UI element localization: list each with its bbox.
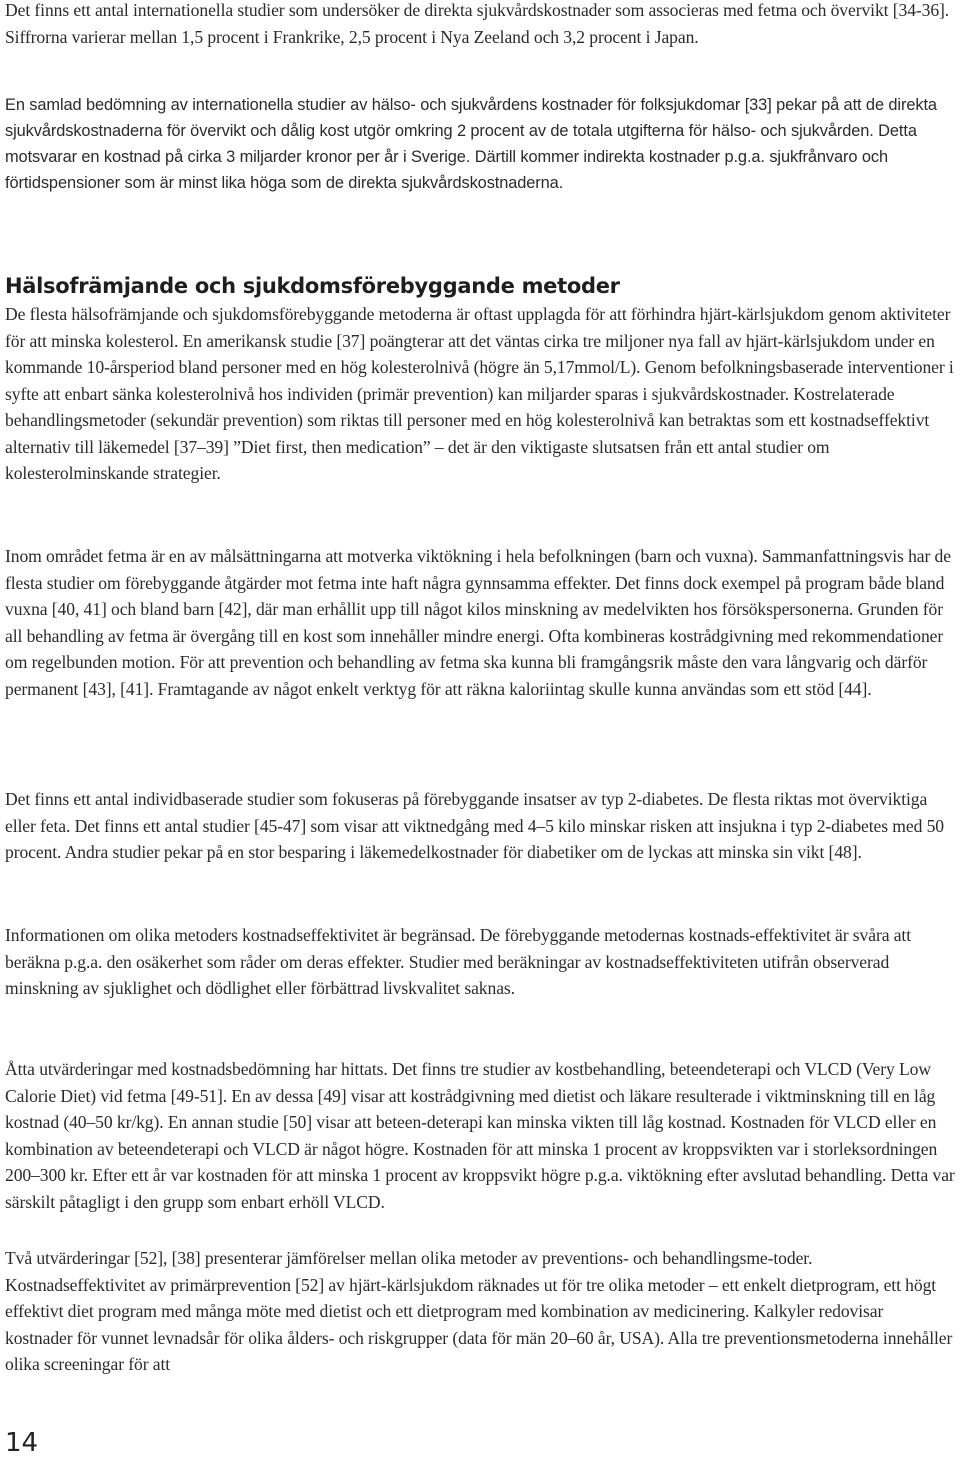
paragraph-cholesterol-methods: De flesta hälsofrämjande och sjukdomsförebyggande metoderna är oftast upplagda för att förhindra hjärt-kärlsjukdom genom aktiviteter för att minska kolesterol. En amerikansk studie [37] poängterar att det väntas cirka tre miljoner nya fall av hjärt-kärlsjukdom under en kommande 10-årsperiod bland personer med en hög kolesterolnivå (högre än 5,17mmol/L). Genom befolkningsbaserade interventioner i syfte att enbart sänka kolesterolnivå hos individen (primär prevention) kan miljarder sparas i sjukvårdskostnader. Kostrelaterade behandlingsmetoder (sekundär prevention) som riktas till personer med en hög kolesterolnivå kan betraktas som ett kostnadseffektivt alternativ till läkemedel [37–39] ”Diet first, then medication” – det är den viktigaste slutsatsen från ett antal studier om kolesterolminskande strategier. [5,304,954,483]
paragraph-cost-effectiveness: Informationen om olika metoders kostnadseffektivitet är begränsad. De förebyggande metodernas kostnads-effektivitet är svåra att beräkna p.g.a. den osäkerhet som råder om deras effekter. Studier med beräkningar av kostnadseffektiviteten utifrån observerad minskning av sjuklighet och dödlighet eller förbättrad livskvalitet saknas. [5,925,912,998]
paragraph-combined-assessment: En samlad bedömning av internationella studier av hälso- och sjukvårdens kostnader för folksjukdomar [33] pekar på att de direkta sjukvårdskostnaderna för övervikt och dålig kost utgör omkring 2 procent av de totala utgifterna för hälso- och sjukvården. Detta motsvarar en kostnad på cirka 3 miljarder kronor per år i Sverige. Därtill kommer indirekta kostnader p.g.a. sjukfrånvaro och förtidspensioner som är minst lika höga som de direkta sjukvårdskostnaderna. [5,96,937,192]
paragraph-international-studies: Det finns ett antal internationella studier som undersöker de direkta sjukvårdskostnader som associeras med fetma och övervikt [34-36]. Siffrorna varierar mellan 1,5 procent i Frankrike, 2,5 procent i Nya Zeeland och 3,2 procent i Japan. [5,0,950,47]
paragraph-two-evaluations: Två utvärderingar [52], [38] presenterar jämförelser mellan olika metoder av preventions- och behandlingsme-toder. Kostnadseffektivitet av primärprevention [52] av hjärt-kärlsjukdom räknades ut för tre olika metoder – ett enkelt dietprogram, ett högt effektivt diet program med många möte med dietist och ett dietprogram med kombination av medicinering. Kalkyler redovisar kostnader för vunnet levnadsår för olika ålders- och riskgrupper (data för män 20–60 år, USA). Alla tre preventionsmetoderna innehåller olika screeningar för att [5,1248,953,1374]
paragraph-eight-evaluations: Åtta utvärderingar med kostnadsbedömning har hittats. Det finns tre studier av kostbehandling, beteendeterapi och VLCD (Very Low Calorie Diet) vid fetma [49-51]. En av dessa [49] visar att kostrådgivning med dietist och läkare resulterade i viktminskning till en låg kostnad (40–50 kr/kg). En annan studie [50] visar att beteen-deterapi kan minska vikten till låg kostnad. Kostnaden för VLCD eller en kombination av beteendeterapi och VLCD är något högre. Kostnaden för att minska 1 procent av kroppsvikten var i storleksordningen 200–300 kr. Efter ett år var kostnaden för att minska 1 procent av kroppsvikt högre p.g.a. viktökning efter avslutad behandling. Detta var särskilt påtagligt i den grupp som enbart erhöll VLCD. [5,1059,955,1212]
section-heading: Hälsofrämjande och sjukdomsförebyggande metoder [5,274,620,298]
paragraph-obesity-prevention: Inom området fetma är en av målsättningarna att motverka viktökning i hela befolkningen (barn och vuxna). Sammanfattningsvis har de flesta studier om förebyggande åtgärder mot fetma inte haft några gynnsamma effekter. Det finns dock exempel på program både bland vuxna [40, 41] och bland barn [42], där man erhållit upp till något kilos minskning av medelvikten hos försökspersonerna. Grunden för all behandling av fetma är övergång till en kost som innehåller mindre energi. Ofta kombineras kostrådgivning med rekommendationer om regelbunden motion. För att prevention och behandling av fetma ska kunna bli framgångsrik måste den vara långvarig och därför permanent [43], [41]. Framtagande av något enkelt verktyg för att räkna kaloriintag skulle kunna användas som ett stöd [44]. [5,546,951,699]
paragraph-diabetes-studies: Det finns ett antal individbaserade studier som fokuseras på förebyggande insatser av typ 2-diabetes. De flesta riktas mot överviktiga eller feta. Det finns ett antal studier [45-47] som visar att viktnedgång med 4–5 kilo minskar risken att insjukna i typ 2-diabetes med 50 procent. Andra studier pekar på en stor besparing i läkemedelkostnader för diabetiker om de lyckas att minska sin vikt [48]. [5,789,944,862]
page-number: 14 [5,1428,39,1458]
